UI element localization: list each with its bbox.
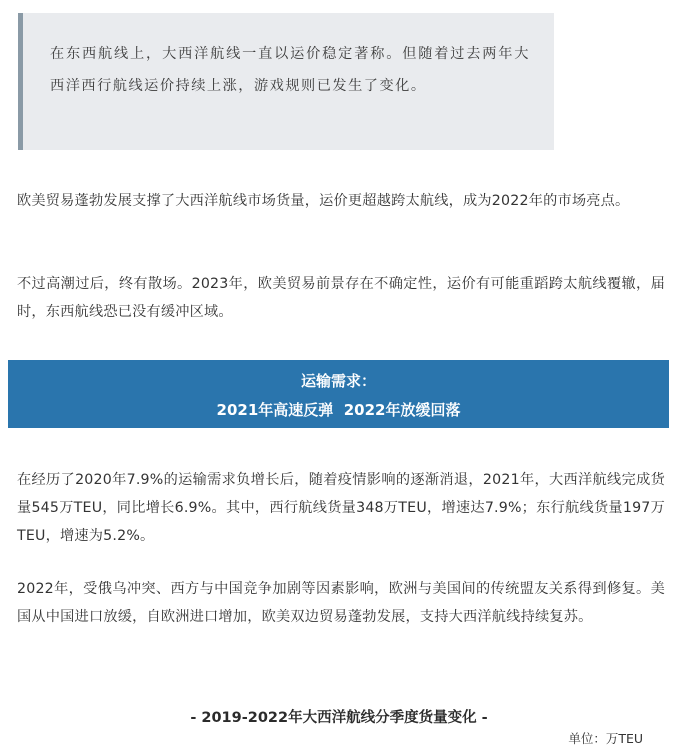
section-banner: [8, 360, 669, 428]
intro-quote-text: 在东西航线上，大西洋航线一直以运价稳定著称。但随着过去两年大西洋西行航线运价持续上涨，游戏规则已发生了变化。: [50, 46, 530, 94]
section-banner-subtitle: 2021年高速反弹 2022年放缓回落: [216, 401, 461, 419]
paragraph-demand-2021: 在经历了2020年7.9%的运输需求负增长后，随着疫情影响的逐渐消退，2021年，大西洋航线完成货量545万TEU，同比增长6.9%。其中，西行航线货量348万TEU，增速达7.9%；东行航线货量197万TEU，增速为5.2%。: [17, 472, 665, 544]
section-banner-title: 运输需求：: [300, 372, 376, 390]
paragraph-demand-2022: 2022年，受俄乌冲突、西方与中国竞争加剧等因素影响，欧洲与美国间的传统盟友关系得到修复。美国从中国进口放缓，自欧洲进口增加，欧美双边贸易蓬勃发展，支持大西洋航线持续复苏。: [17, 581, 665, 625]
paragraph-outlook: 不过高潮过后，终有散场。2023年，欧美贸易前景存在不确定性，运价有可能重蹈跨太航线覆辙，届时，东西航线恐已没有缓冲区域。: [17, 276, 665, 320]
chart-unit-label: 单位：万TEU: [568, 731, 643, 746]
intro-quote-box: [18, 13, 554, 150]
chart-caption-title: - 2019-2022年大西洋航线分季度货量变化 -: [190, 710, 488, 726]
paragraph-market-highlight: 欧美贸易蓬勃发展支撑了大西洋航线市场货量，运价更超越跨太航线，成为2022年的市场亮点。: [17, 193, 630, 209]
